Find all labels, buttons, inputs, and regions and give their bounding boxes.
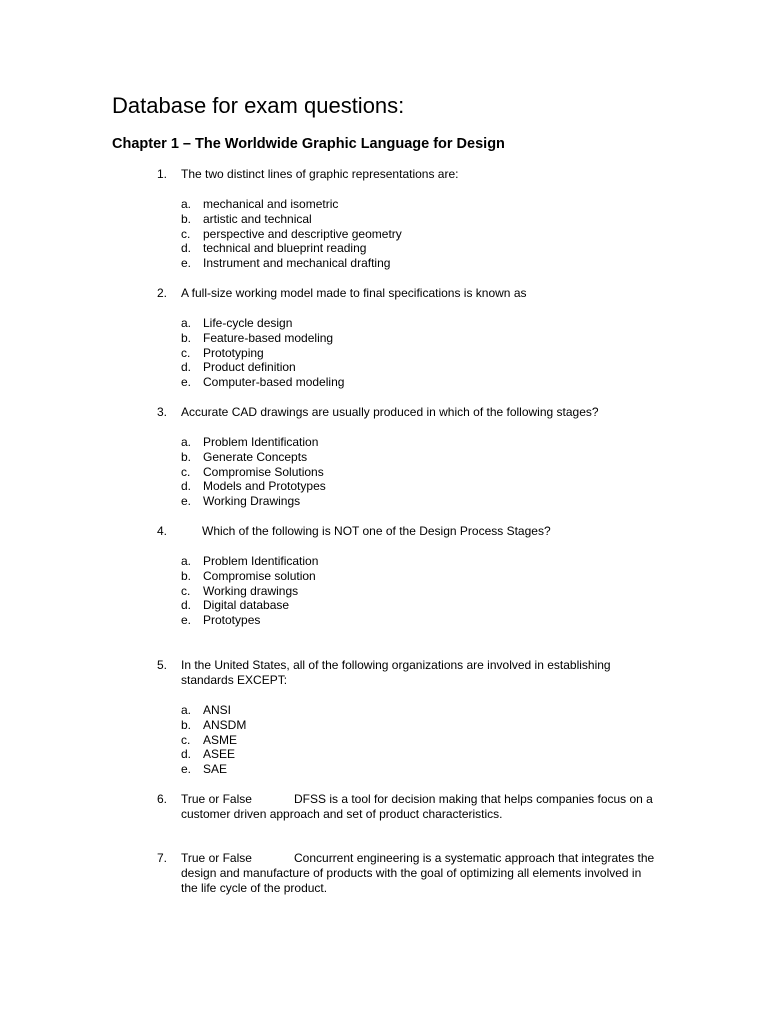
question-stem [181, 792, 657, 822]
true-false-label: True or False [181, 851, 252, 865]
question-1 [157, 167, 657, 271]
option-text: Compromise Solutions [203, 464, 324, 479]
option-text: Prototypes [203, 613, 261, 628]
option-list [157, 435, 657, 509]
question-number: 1. [157, 167, 168, 181]
option-text: technical and blueprint reading [203, 241, 367, 256]
option-letter: a. [181, 703, 192, 717]
option-a [157, 197, 657, 212]
option-text: Compromise solution [203, 568, 316, 583]
option-letter: e. [181, 494, 192, 509]
question-6 [157, 792, 657, 822]
question-stem [181, 851, 657, 896]
option-d [157, 598, 657, 613]
option-letter: d. [181, 479, 192, 494]
option-letter: b. [181, 568, 192, 583]
option-d [157, 241, 657, 256]
question-number: 3. [157, 405, 168, 419]
option-letter: d. [181, 598, 192, 613]
option-text: mechanical and isometric [203, 197, 339, 211]
option-text: Prototyping [203, 345, 264, 360]
option-d [157, 360, 657, 375]
page-title: Database for exam questions: [112, 93, 405, 118]
option-a [157, 435, 657, 450]
option-text: Working drawings [203, 583, 299, 598]
option-text: ANSI [203, 703, 232, 717]
chapter-heading: Chapter 1 – The Worldwide Graphic Language for Design [112, 136, 505, 152]
option-letter: a. [181, 197, 192, 211]
option-text: artistic and technical [203, 211, 312, 226]
option-letter: a. [181, 316, 192, 330]
option-letter: b. [181, 330, 192, 345]
option-text: ANSDM [203, 717, 247, 732]
option-text: Computer-based modeling [203, 375, 345, 390]
option-d [157, 747, 657, 762]
question-number: 7. [157, 851, 168, 865]
option-a [157, 316, 657, 331]
option-text: SAE [203, 762, 228, 777]
option-letter: c. [181, 583, 191, 598]
option-list [157, 554, 657, 628]
question-3 [157, 405, 657, 509]
option-letter: b. [181, 717, 192, 732]
option-b [157, 569, 657, 584]
question-number: 4. [157, 524, 168, 538]
option-text: ASEE [203, 747, 236, 762]
option-text: Life-cycle design [203, 316, 293, 330]
option-e [157, 375, 657, 390]
question-text: DFSS is a tool for decision making that helps companies focus on a customer driven approach and set of product characteristics. [181, 792, 653, 821]
option-text: Generate Concepts [203, 449, 308, 464]
question-stem: The two distinct lines of graphic representations are: [181, 167, 459, 181]
option-text: Problem Identification [203, 435, 319, 449]
option-list [157, 316, 657, 390]
question-text: Concurrent engineering is a systematic approach that integrates the design and manufacture of products with the goal of optimizing all elements involved in the life cycle of the product. [181, 851, 655, 895]
question-number: 6. [157, 792, 168, 806]
option-c [157, 465, 657, 480]
option-text: Problem Identification [203, 554, 319, 568]
question-stem: Accurate CAD drawings are usually produced in which of the following stages? [181, 405, 599, 419]
option-c [157, 227, 657, 242]
option-b [157, 212, 657, 227]
option-letter: c. [181, 226, 191, 241]
option-letter: d. [181, 747, 192, 762]
option-c [157, 346, 657, 361]
option-a [157, 703, 657, 718]
option-text: Models and Prototypes [203, 479, 326, 494]
option-letter: c. [181, 345, 191, 360]
option-c [157, 584, 657, 599]
option-e [157, 256, 657, 271]
option-text: Working Drawings [203, 494, 301, 509]
option-letter: e. [181, 375, 192, 390]
option-e [157, 494, 657, 509]
option-list [157, 703, 657, 777]
question-stem: In the United States, all of the following organizations are involved in establishing standards EXCEPT: [181, 658, 611, 687]
option-b [157, 331, 657, 346]
option-letter: c. [181, 464, 191, 479]
option-e [157, 762, 657, 777]
question-7 [157, 851, 657, 896]
question-number: 2. [157, 286, 168, 300]
option-list [157, 197, 657, 271]
option-letter: e. [181, 762, 192, 777]
option-letter: b. [181, 211, 192, 226]
option-letter: a. [181, 554, 192, 568]
option-c [157, 733, 657, 748]
option-text: Feature-based modeling [203, 330, 334, 345]
option-letter: d. [181, 360, 192, 375]
option-b [157, 718, 657, 733]
option-text: Digital database [203, 598, 290, 613]
question-5 [157, 658, 657, 777]
option-letter: b. [181, 449, 192, 464]
option-letter: a. [181, 435, 192, 449]
option-letter: e. [181, 613, 192, 628]
question-stem: A full-size working model made to final specifications is known as [181, 286, 527, 300]
option-letter: c. [181, 732, 191, 747]
question-number: 5. [157, 658, 168, 672]
option-text: Instrument and mechanical drafting [203, 256, 391, 271]
option-e [157, 613, 657, 628]
option-text: ASME [203, 732, 238, 747]
option-text: perspective and descriptive geometry [203, 226, 402, 241]
option-b [157, 450, 657, 465]
option-letter: e. [181, 256, 192, 271]
option-letter: d. [181, 241, 192, 256]
question-4 [157, 524, 657, 628]
true-false-label: True or False [181, 792, 252, 806]
question-2 [157, 286, 657, 390]
option-d [157, 479, 657, 494]
question-stem: Which of the following is NOT one of the Design Process Stages? [202, 524, 551, 538]
option-text: Product definition [203, 360, 296, 375]
option-a [157, 554, 657, 569]
